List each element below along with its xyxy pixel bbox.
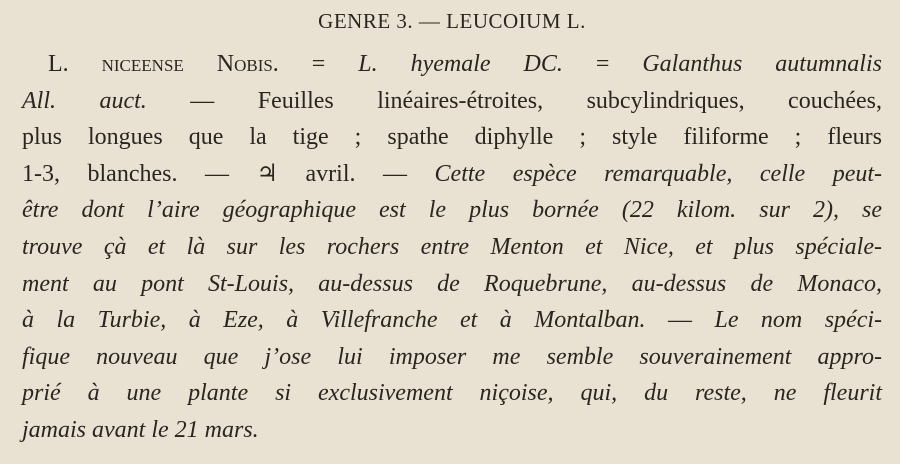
- text-line-9: fique nouveau que j’ose lui imposer me semble souverainement appro-: [22, 343, 882, 370]
- text-line-10: prié à une plante si exclusivement niçoise, qui, du reste, ne fleurit: [22, 380, 882, 407]
- text-line-3: plus longues que la tige ; spathe diphylle ; style filiforme ; fleurs: [22, 124, 882, 151]
- flowering-text: 1-3, blanches. — ♃ avril. —: [22, 160, 435, 187]
- text-line-6: trouve çà et là sur les rochers entre Menton et Nice, et plus spéciale-: [22, 233, 882, 260]
- equals-sign: =: [562, 51, 643, 77]
- text-line-7: ment au pont St-Louis, au-dessus de Roquebrune, au-dessus de Monaco,: [22, 270, 882, 297]
- text-line-5: être dont l’aire géographique est le plus bornée (22 kilom. sur 2), se: [22, 197, 882, 224]
- synonym-2: Galanthus autumnalis: [642, 51, 882, 77]
- synonym-authority: All. auct.: [22, 87, 147, 114]
- text-line-8: [22, 302, 882, 339]
- equals-sign: =: [278, 51, 359, 77]
- species-entry: [22, 46, 882, 449]
- text-line-2: [22, 83, 882, 120]
- name-remark-text: Le nom spéci-: [714, 307, 883, 334]
- description-text: — Feuilles linéaires-étroites, subcylindriques, couchées,: [146, 87, 882, 114]
- genre-heading: GENRE 3. — LEUCOIUM L.: [318, 9, 586, 33]
- remark-text: Cette espèce remarquable, celle peut-: [434, 160, 883, 187]
- dash-separator: —: [645, 307, 715, 334]
- text-line-11: jamais avant le 21 mars.: [22, 416, 259, 443]
- synonym-1: L. hyemale DC.: [358, 51, 563, 77]
- text-line-4: [22, 156, 882, 193]
- locations-text: à la Turbie, à Eze, à Villefranche et à Montalban.: [22, 307, 646, 334]
- species-name: L. niceense Nobis.: [48, 51, 279, 77]
- text-line-1: [22, 46, 882, 83]
